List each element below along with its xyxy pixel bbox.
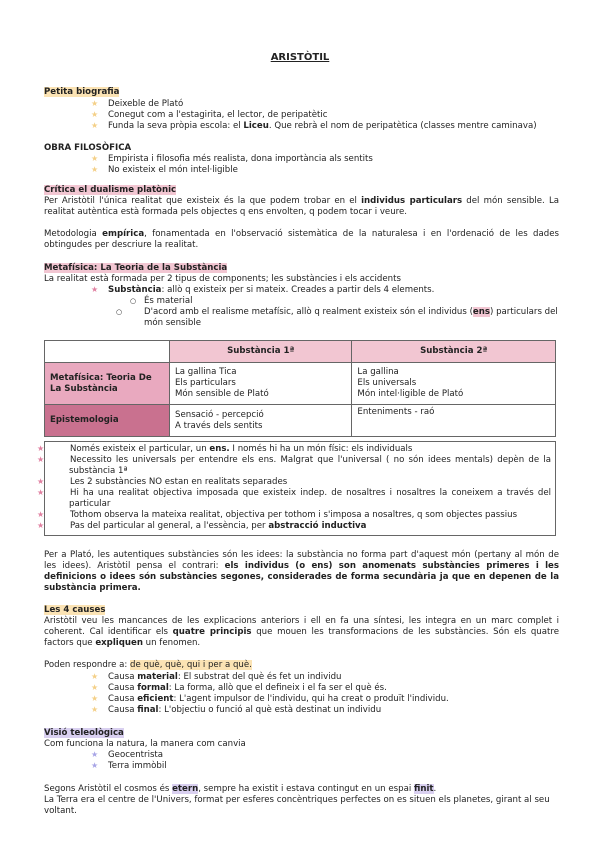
list-item: ★ Terra immòbil: [91, 761, 167, 771]
list-item: ★ Deixeble de Plató: [91, 99, 184, 109]
substance-table: [44, 340, 556, 437]
star-icon: ★: [37, 488, 45, 497]
list-item: ★ Causa eficient: L'agent impulsor de l'individu, qui ha creat o produït l'individu.: [91, 694, 449, 704]
page-title: ARISTÒTIL: [270, 52, 330, 63]
list-item: ★ Només existeix el particular, un ens. I només hi ha un món físic: els individuals: [37, 444, 413, 454]
table-header-row: [45, 341, 556, 363]
causes-heading: Les 4 causes: [44, 605, 106, 615]
table-cell: La gallina Els universals Món intel·ligible de Plató: [352, 363, 556, 405]
table-row: [45, 363, 556, 405]
star-icon: ★: [37, 455, 45, 464]
table-row: [45, 405, 556, 437]
circle-bullet-icon: ○: [130, 297, 137, 305]
list-item: ★ Funda la seva pròpia escola: el Liceu. Que rebrà el nom de peripatètica (classes mentre caminava): [91, 121, 537, 131]
list-item: ★ Pas del particular al general, a l'essència, per abstracció inductiva: [37, 521, 367, 531]
critica-paragraph: Per Aristòtil l'única realitat que existeix és la que podem trobar en el individus particulars del món sensible. La realitat autèntica està formada pels objectes q ens envolten, q podem tocar i veure.: [44, 196, 559, 217]
bio-heading: Petita biografia: [44, 87, 120, 97]
list-item: ★ Geocentrista: [91, 750, 164, 760]
visio-heading: Visió teleològica: [44, 728, 124, 738]
list-item: ★ Causa material: El substrat del què és fet un individu: [91, 672, 342, 682]
list-item: ★ Les 2 substàncies NO estan en realitats separades: [37, 477, 288, 487]
star-icon: ★: [91, 110, 99, 119]
list-item: ★ Tothom observa la mateixa realitat, objectiva per tothom i s'imposa a nosaltres, q som objectes passius: [37, 510, 518, 520]
star-icon: ★: [37, 477, 45, 486]
critica-heading: Crítica el dualisme platònic: [44, 185, 177, 195]
list-item: ★ Empirista i filosofia més realista, dona importància als sentits: [91, 154, 373, 164]
causes-paragraph: Aristòtil veu les mancances de les explicacions anteriors i ell en fa una síntesi, les integra en un marc complet i coherent. Cal identificar els quatre principis que mouen les transformacions de les substàncies. Són els quatre factors que expliquen un fenomen.: [44, 616, 559, 648]
star-icon: ★: [37, 444, 45, 453]
list-item: ★ Causa formal: La forma, allò que el defineix i el fa ser el què és.: [91, 683, 387, 693]
sub-item: ○ D'acord amb el realisme metafísic, allò q realment existeix són el individus (ens) particulars del món sensible: [116, 307, 558, 328]
star-icon: ★: [91, 683, 99, 692]
star-icon: ★: [91, 761, 99, 770]
table-cell: Enteniments - raó: [352, 405, 556, 437]
list-item: ★ Hi ha una realitat objectiva imposada que existeix indep. de nosaltres i nosaltres la coneixem a través del particular: [37, 488, 551, 509]
metafisica-intro: La realitat està formada per 2 tipus de components; les substàncies i els accidents: [44, 274, 401, 284]
row-header: Metafísica: Teoria De La Substància: [45, 363, 170, 405]
col-header: Substància 1ª: [170, 341, 352, 363]
star-icon: ★: [91, 121, 99, 130]
table-corner-cell: [45, 341, 170, 363]
sub-item: ○ És material: [130, 296, 193, 306]
causes-question: Poden respondre a: de què, què, qui i per a què.: [44, 660, 252, 670]
row-header: Epistemologia: [45, 405, 170, 437]
list-item: ★ Necessito les universals per entendre els ens. Malgrat que l'universal ( no són idees mentals) depèn de la substància 1ª: [37, 455, 551, 476]
circle-bullet-icon: ○: [116, 308, 123, 316]
table-cell: Sensació - percepció A través dels sentits: [170, 405, 352, 437]
notes-box: [37, 441, 556, 536]
star-icon: ★: [91, 99, 99, 108]
visio-paragraph: Segons Aristòtil el cosmos és etern, sempre ha existit i estava contingut en un espai finit.: [44, 784, 437, 794]
star-icon: ★: [91, 705, 99, 714]
star-icon: ★: [37, 521, 45, 530]
star-icon: ★: [91, 694, 99, 703]
col-header: Substància 2ª: [352, 341, 556, 363]
obra-heading: OBRA FILOSÒFICA: [44, 143, 132, 153]
list-item: ★ No existeix el món intel·ligible: [91, 165, 238, 175]
star-icon: ★: [91, 672, 99, 681]
list-item: ★ Substància: allò q existeix per si mateix. Creades a partir dels 4 elements.: [91, 285, 435, 295]
star-icon: ★: [37, 510, 45, 519]
star-icon: ★: [91, 165, 99, 174]
star-icon: ★: [91, 285, 99, 294]
list-item: ★ Conegut com a l'estagirita, el lector, de peripatètic: [91, 110, 328, 120]
visio-intro: Com funciona la natura, la manera com canvia: [44, 739, 246, 749]
metafisica-heading: Metafísica: La Teoria de la Substància: [44, 263, 228, 273]
table-cell: La gallina Tica Els particulars Món sensible de Plató: [170, 363, 352, 405]
plato-paragraph: Per a Plató, les autentiques substàncies són les idees: la substància no forma part d'aquest món (pertany al món de les idees). Aristòtil pensa el contrari: els individus (o ens) son anomenats substàncies primeres i les definicions o idees són substàncies segones, considerades de forma secundària ja que en depenen de la substància primera.: [44, 550, 559, 593]
star-icon: ★: [91, 750, 99, 759]
star-icon: ★: [91, 154, 99, 163]
list-item: ★ Causa final: L'objectiu o funció al què està destinat un individu: [91, 705, 382, 715]
metodologia-paragraph: Metodologia empírica, fonamentada en l'observació sistemàtica de la naturalesa i en l'ordenació de les dades obtingudes per descriure la realitat.: [44, 229, 559, 250]
visio-paragraph-2: La Terra era el centre de l'Univers, format per esferes concèntriques perfectes on es situen els planetes, girant al seu voltant.: [44, 795, 550, 816]
